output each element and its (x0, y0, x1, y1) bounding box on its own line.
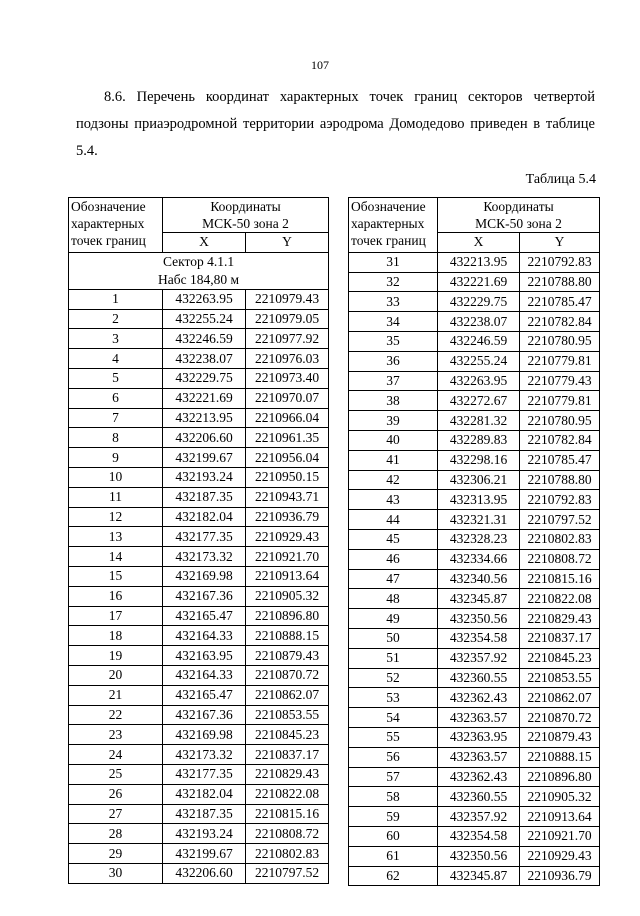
table-row (349, 688, 600, 708)
x-coordinate-cell: 432255.24 (438, 351, 520, 371)
y-coordinate-cell: 2210802.83 (520, 529, 600, 549)
point-number-cell: 25 (69, 764, 163, 784)
point-number-cell: 22 (69, 705, 163, 725)
table-row (349, 411, 600, 431)
y-coordinate-cell: 2210822.08 (520, 589, 600, 609)
point-number-cell: 41 (349, 450, 438, 470)
header-name-line-1: Обозначение (351, 199, 426, 214)
point-number-cell: 28 (69, 824, 163, 844)
table-row (69, 448, 329, 468)
x-coordinate-cell: 432350.56 (438, 609, 520, 629)
x-coordinate-cell: 432360.55 (438, 668, 520, 688)
point-number-cell: 42 (349, 470, 438, 490)
x-coordinate-cell: 432363.57 (438, 708, 520, 728)
y-coordinate-cell: 2210797.52 (520, 510, 600, 530)
point-number-cell: 29 (69, 844, 163, 864)
y-coordinate-cell: 2210956.04 (246, 448, 329, 468)
x-coordinate-cell: 432177.35 (163, 527, 246, 547)
x-coordinate-cell: 432213.95 (163, 408, 246, 428)
section-heading (76, 84, 595, 165)
header-coordinates (438, 198, 600, 233)
point-number-cell: 12 (69, 507, 163, 527)
y-coordinate-cell: 2210822.08 (246, 784, 329, 804)
x-coordinate-cell: 432182.04 (163, 507, 246, 527)
table-row (69, 764, 329, 784)
y-coordinate-cell: 2210905.32 (520, 787, 600, 807)
y-coordinate-cell: 2210966.04 (246, 408, 329, 428)
point-number-cell: 14 (69, 547, 163, 567)
table-row (349, 470, 600, 490)
table-row (349, 668, 600, 688)
header-coord-line-1: Координаты (210, 199, 281, 214)
y-coordinate-cell: 2210870.72 (520, 708, 600, 728)
y-coordinate-cell: 2210845.23 (246, 725, 329, 745)
y-coordinate-cell: 2210879.43 (520, 727, 600, 747)
x-coordinate-cell: 432173.32 (163, 745, 246, 765)
point-number-cell: 54 (349, 708, 438, 728)
point-number-cell: 34 (349, 312, 438, 332)
y-coordinate-cell: 2210929.43 (520, 846, 600, 866)
table-row (69, 685, 329, 705)
x-coordinate-cell: 432206.60 (163, 428, 246, 448)
table-row (349, 727, 600, 747)
y-coordinate-cell: 2210870.72 (246, 665, 329, 685)
point-number-cell: 46 (349, 549, 438, 569)
table-row (349, 866, 600, 886)
x-coordinate-cell: 432362.43 (438, 767, 520, 787)
y-coordinate-cell: 2210779.81 (520, 391, 600, 411)
x-coordinate-cell: 432334.66 (438, 549, 520, 569)
table-label: Таблица 5.4 (525, 172, 596, 187)
y-coordinate-cell: 2210888.15 (246, 626, 329, 646)
table-row (349, 272, 600, 292)
point-number-cell: 9 (69, 448, 163, 468)
table-row (349, 787, 600, 807)
y-coordinate-cell: 2210785.47 (520, 450, 600, 470)
table-row (69, 824, 329, 844)
table-row (69, 745, 329, 765)
header-x: X (438, 233, 520, 253)
x-coordinate-cell: 432169.98 (163, 725, 246, 745)
header-name-line-2: характерных (351, 216, 425, 231)
point-number-cell: 47 (349, 569, 438, 589)
y-coordinate-cell: 2210976.03 (246, 349, 329, 369)
x-coordinate-cell: 432263.95 (438, 371, 520, 391)
y-coordinate-cell: 2210845.23 (520, 648, 600, 668)
point-number-cell: 43 (349, 490, 438, 510)
table-row (69, 646, 329, 666)
x-coordinate-cell: 432246.59 (163, 329, 246, 349)
sector-cell (69, 252, 329, 289)
point-number-cell: 7 (69, 408, 163, 428)
point-number-cell: 13 (69, 527, 163, 547)
y-coordinate-cell: 2210929.43 (246, 527, 329, 547)
x-coordinate-cell: 432193.24 (163, 467, 246, 487)
point-number-cell: 60 (349, 826, 438, 846)
x-coordinate-cell: 432199.67 (163, 844, 246, 864)
header-y: Y (246, 233, 329, 253)
header-coord-line-2: МСК-50 зона 2 (202, 216, 289, 231)
table-row (69, 784, 329, 804)
table-row (69, 349, 329, 369)
sector-height: Набс 184,80 м (157, 271, 240, 287)
table-row (69, 844, 329, 864)
y-coordinate-cell: 2210888.15 (520, 747, 600, 767)
point-number-cell: 17 (69, 606, 163, 626)
x-coordinate-cell: 432213.95 (438, 252, 520, 272)
table-row (69, 725, 329, 745)
header-name-line-1: Обозначение (71, 199, 146, 214)
table-row (69, 487, 329, 507)
table-row (69, 507, 329, 527)
header-x: X (163, 233, 246, 253)
x-coordinate-cell: 432328.23 (438, 529, 520, 549)
coordinates-table-left (68, 197, 329, 884)
table-row (349, 846, 600, 866)
table-row (69, 547, 329, 567)
point-number-cell: 4 (69, 349, 163, 369)
point-number-cell: 57 (349, 767, 438, 787)
point-number-cell: 2 (69, 309, 163, 329)
y-coordinate-cell: 2210879.43 (246, 646, 329, 666)
y-coordinate-cell: 2210979.05 (246, 309, 329, 329)
y-coordinate-cell: 2210782.84 (520, 312, 600, 332)
point-number-cell: 31 (349, 252, 438, 272)
x-coordinate-cell: 432272.67 (438, 391, 520, 411)
x-coordinate-cell: 432165.47 (163, 606, 246, 626)
x-coordinate-cell: 432289.83 (438, 430, 520, 450)
x-coordinate-cell: 432177.35 (163, 764, 246, 784)
y-coordinate-cell: 2210979.43 (246, 289, 329, 309)
table-row (349, 747, 600, 767)
point-number-cell: 59 (349, 807, 438, 827)
point-number-cell: 44 (349, 510, 438, 530)
point-number-cell: 39 (349, 411, 438, 431)
table-row (69, 309, 329, 329)
table-row (349, 450, 600, 470)
table-row (69, 626, 329, 646)
table-row (69, 289, 329, 309)
point-number-cell: 24 (69, 745, 163, 765)
x-coordinate-cell: 432354.58 (438, 826, 520, 846)
header-name-line-3: точек границ (71, 233, 146, 248)
x-coordinate-cell: 432238.07 (163, 349, 246, 369)
y-coordinate-cell: 2210815.16 (246, 804, 329, 824)
x-coordinate-cell: 432238.07 (438, 312, 520, 332)
x-coordinate-cell: 432187.35 (163, 487, 246, 507)
point-number-cell: 35 (349, 331, 438, 351)
x-coordinate-cell: 432169.98 (163, 566, 246, 586)
x-coordinate-cell: 432193.24 (163, 824, 246, 844)
x-coordinate-cell: 432360.55 (438, 787, 520, 807)
y-coordinate-cell: 2210921.70 (520, 826, 600, 846)
point-number-cell: 49 (349, 609, 438, 629)
point-number-cell: 32 (349, 272, 438, 292)
y-coordinate-cell: 2210779.81 (520, 351, 600, 371)
table-row (349, 371, 600, 391)
point-number-cell: 45 (349, 529, 438, 549)
x-coordinate-cell: 432357.92 (438, 648, 520, 668)
x-coordinate-cell: 432173.32 (163, 547, 246, 567)
point-number-cell: 11 (69, 487, 163, 507)
y-coordinate-cell: 2210780.95 (520, 411, 600, 431)
x-coordinate-cell: 432350.56 (438, 846, 520, 866)
header-point-name (69, 198, 163, 253)
x-coordinate-cell: 432345.87 (438, 866, 520, 886)
x-coordinate-cell: 432221.69 (163, 388, 246, 408)
y-coordinate-cell: 2210853.55 (520, 668, 600, 688)
point-number-cell: 48 (349, 589, 438, 609)
x-coordinate-cell: 432229.75 (438, 292, 520, 312)
table-row (349, 430, 600, 450)
x-coordinate-cell: 432229.75 (163, 368, 246, 388)
table-row (349, 826, 600, 846)
table-row (349, 807, 600, 827)
table-row (69, 527, 329, 547)
table-row (349, 312, 600, 332)
x-coordinate-cell: 432164.33 (163, 626, 246, 646)
y-coordinate-cell: 2210829.43 (246, 764, 329, 784)
table-row (69, 863, 329, 883)
point-number-cell: 37 (349, 371, 438, 391)
header-coord-line-1: Координаты (483, 199, 554, 214)
point-number-cell: 8 (69, 428, 163, 448)
table-row (69, 408, 329, 428)
table-row (69, 428, 329, 448)
table-row (69, 329, 329, 349)
point-number-cell: 53 (349, 688, 438, 708)
table-row (349, 510, 600, 530)
point-number-cell: 38 (349, 391, 438, 411)
table-row (69, 705, 329, 725)
y-coordinate-cell: 2210896.80 (246, 606, 329, 626)
point-number-cell: 55 (349, 727, 438, 747)
x-coordinate-cell: 432182.04 (163, 784, 246, 804)
point-number-cell: 36 (349, 351, 438, 371)
x-coordinate-cell: 432345.87 (438, 589, 520, 609)
x-coordinate-cell: 432281.32 (438, 411, 520, 431)
y-coordinate-cell: 2210782.84 (520, 430, 600, 450)
x-coordinate-cell: 432298.16 (438, 450, 520, 470)
x-coordinate-cell: 432313.95 (438, 490, 520, 510)
y-coordinate-cell: 2210936.79 (520, 866, 600, 886)
point-number-cell: 30 (69, 863, 163, 883)
table-row (349, 609, 600, 629)
x-coordinate-cell: 432306.21 (438, 470, 520, 490)
point-number-cell: 50 (349, 628, 438, 648)
table-row (69, 804, 329, 824)
table-row (69, 467, 329, 487)
point-number-cell: 26 (69, 784, 163, 804)
table-row (349, 351, 600, 371)
y-coordinate-cell: 2210837.17 (246, 745, 329, 765)
x-coordinate-cell: 432255.24 (163, 309, 246, 329)
y-coordinate-cell: 2210973.40 (246, 368, 329, 388)
point-number-cell: 18 (69, 626, 163, 646)
x-coordinate-cell: 432354.58 (438, 628, 520, 648)
table-row (69, 388, 329, 408)
x-coordinate-cell: 432263.95 (163, 289, 246, 309)
point-number-cell: 33 (349, 292, 438, 312)
y-coordinate-cell: 2210862.07 (246, 685, 329, 705)
x-coordinate-cell: 432362.43 (438, 688, 520, 708)
y-coordinate-cell: 2210913.64 (246, 566, 329, 586)
x-coordinate-cell: 432167.36 (163, 586, 246, 606)
y-coordinate-cell: 2210808.72 (246, 824, 329, 844)
point-number-cell: 62 (349, 866, 438, 886)
header-coord-line-2: МСК-50 зона 2 (475, 216, 562, 231)
x-coordinate-cell: 432363.95 (438, 727, 520, 747)
table-row (349, 628, 600, 648)
x-coordinate-cell: 432165.47 (163, 685, 246, 705)
table-row (69, 606, 329, 626)
x-coordinate-cell: 432187.35 (163, 804, 246, 824)
table-row (349, 292, 600, 312)
table-row (349, 589, 600, 609)
y-coordinate-cell: 2210837.17 (520, 628, 600, 648)
table-row (349, 490, 600, 510)
y-coordinate-cell: 2210943.71 (246, 487, 329, 507)
point-number-cell: 61 (349, 846, 438, 866)
header-name-line-2: характерных (71, 216, 145, 231)
table-row (69, 586, 329, 606)
point-number-cell: 27 (69, 804, 163, 824)
point-number-cell: 52 (349, 668, 438, 688)
sector-title: Сектор 4.1.1 (162, 253, 235, 269)
table-row (349, 549, 600, 569)
point-number-cell: 16 (69, 586, 163, 606)
point-number-cell: 40 (349, 430, 438, 450)
point-number-cell: 51 (349, 648, 438, 668)
point-number-cell: 5 (69, 368, 163, 388)
x-coordinate-cell: 432363.57 (438, 747, 520, 767)
x-coordinate-cell: 432206.60 (163, 863, 246, 883)
y-coordinate-cell: 2210896.80 (520, 767, 600, 787)
point-number-cell: 20 (69, 665, 163, 685)
heading-line-2: подзоны приаэродромной территории аэродрома Домодедово приведен в таблице (76, 116, 595, 132)
header-coordinates (163, 198, 329, 233)
header-y: Y (520, 233, 600, 253)
y-coordinate-cell: 2210921.70 (246, 547, 329, 567)
y-coordinate-cell: 2210802.83 (246, 844, 329, 864)
x-coordinate-cell: 432340.56 (438, 569, 520, 589)
y-coordinate-cell: 2210808.72 (520, 549, 600, 569)
table-row (349, 252, 600, 272)
x-coordinate-cell: 432321.31 (438, 510, 520, 530)
point-number-cell: 56 (349, 747, 438, 767)
y-coordinate-cell: 2210905.32 (246, 586, 329, 606)
table-row (69, 368, 329, 388)
table-row (69, 566, 329, 586)
x-coordinate-cell: 432246.59 (438, 331, 520, 351)
y-coordinate-cell: 2210913.64 (520, 807, 600, 827)
y-coordinate-cell: 2210785.47 (520, 292, 600, 312)
x-coordinate-cell: 432199.67 (163, 448, 246, 468)
y-coordinate-cell: 2210792.83 (520, 252, 600, 272)
y-coordinate-cell: 2210970.07 (246, 388, 329, 408)
y-coordinate-cell: 2210788.80 (520, 272, 600, 292)
x-coordinate-cell: 432163.95 (163, 646, 246, 666)
y-coordinate-cell: 2210792.83 (520, 490, 600, 510)
table-row (69, 665, 329, 685)
point-number-cell: 3 (69, 329, 163, 349)
y-coordinate-cell: 2210936.79 (246, 507, 329, 527)
y-coordinate-cell: 2210815.16 (520, 569, 600, 589)
coordinates-table-right (348, 197, 600, 886)
table-row (349, 331, 600, 351)
y-coordinate-cell: 2210950.15 (246, 467, 329, 487)
page-number: 107 (311, 58, 329, 72)
table-row (349, 708, 600, 728)
table-row (349, 648, 600, 668)
x-coordinate-cell: 432221.69 (438, 272, 520, 292)
point-number-cell: 23 (69, 725, 163, 745)
point-number-cell: 58 (349, 787, 438, 807)
y-coordinate-cell: 2210780.95 (520, 331, 600, 351)
x-coordinate-cell: 432167.36 (163, 705, 246, 725)
x-coordinate-cell: 432357.92 (438, 807, 520, 827)
y-coordinate-cell: 2210862.07 (520, 688, 600, 708)
point-number-cell: 21 (69, 685, 163, 705)
point-number-cell: 19 (69, 646, 163, 666)
y-coordinate-cell: 2210788.80 (520, 470, 600, 490)
table-row (349, 569, 600, 589)
x-coordinate-cell: 432164.33 (163, 665, 246, 685)
y-coordinate-cell: 2210961.35 (246, 428, 329, 448)
table-row (349, 529, 600, 549)
y-coordinate-cell: 2210853.55 (246, 705, 329, 725)
heading-line-1: 8.6. Перечень координат характерных точек границ секторов четвертой (104, 89, 595, 105)
header-name-line-3: точек границ (351, 233, 426, 248)
point-number-cell: 6 (69, 388, 163, 408)
y-coordinate-cell: 2210797.52 (246, 863, 329, 883)
y-coordinate-cell: 2210829.43 (520, 609, 600, 629)
table-row (349, 391, 600, 411)
point-number-cell: 10 (69, 467, 163, 487)
y-coordinate-cell: 2210779.43 (520, 371, 600, 391)
point-number-cell: 15 (69, 566, 163, 586)
header-point-name (349, 198, 438, 253)
table-row (349, 767, 600, 787)
y-coordinate-cell: 2210977.92 (246, 329, 329, 349)
heading-line-3: 5.4. (76, 143, 98, 159)
point-number-cell: 1 (69, 289, 163, 309)
